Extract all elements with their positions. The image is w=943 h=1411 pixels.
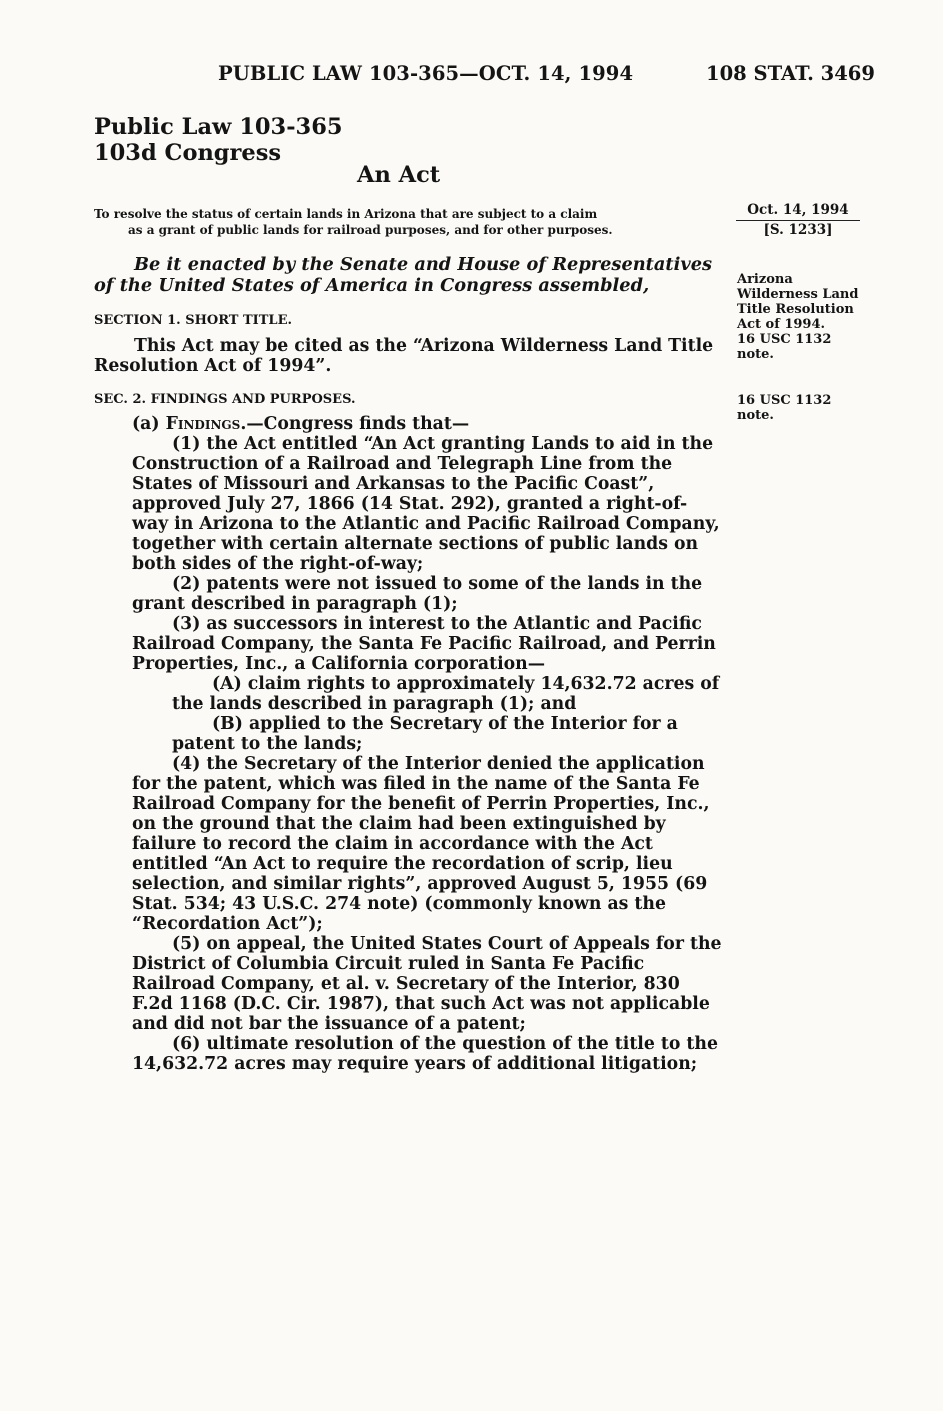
finding-2: (2) patents were not issued to some of the lands in the grant described in paragraph (1); — [132, 574, 703, 614]
long-title-line: To resolve the status of certain lands in Arizona that are subject to a claim — [94, 207, 598, 221]
enacting-clause: Be it enacted by the Senate and House of Representatives of the United States of America in Congress assembled, — [94, 254, 713, 296]
margin-note-line: 16 USC 1132 — [737, 393, 832, 408]
margin-note-line: note. — [737, 347, 774, 362]
margin-note-line: note. — [737, 408, 774, 423]
section-1-text: This Act may be cited as the “Arizona Wilderness Land Title Resolution Act of 1994”. — [94, 336, 714, 376]
finding-3: (3) as successors in interest to the Atlantic and Pacific Railroad Company, the Santa Fe Pacific Railroad, and Perrin Properties, Inc., a California corporation— — [132, 614, 716, 674]
margin-note-short-title — [737, 272, 867, 362]
finding-1: (1) the Act entitled “An Act granting Lands to aid in the Construction of a Railroad and Telegraph Line from the States of Missouri and Arkansas to the Pacific Coast”, approved July 27, 1866 (14 Stat. 292), granted a right-of-way in Arizona to the Atlantic and Pacific Railroad Company, together with certain alternate sections of public lands on both sides of the right-of-way; — [132, 434, 720, 574]
congress-number: 103d Congress — [94, 140, 282, 166]
public-law-number: Public Law 103-365 — [94, 114, 343, 140]
running-head: PUBLIC LAW 103-365—OCT. 14, 1994 — [218, 62, 634, 85]
section-2-heading: SEC. 2. FINDINGS AND PURPOSES. — [94, 392, 356, 407]
findings-body — [94, 414, 722, 1074]
statute-page-number: 108 STAT. 3469 — [706, 62, 875, 85]
margin-approval-date — [736, 202, 860, 238]
approval-date: Oct. 14, 1994 — [736, 202, 860, 221]
subsection-a-label: Findings — [165, 414, 241, 434]
long-title-line: as a grant of public lands for railroad purposes, and for other purposes. — [128, 223, 613, 237]
margin-note-line: Title Resolution — [737, 302, 854, 317]
finding-3a: (A) claim rights to approximately 14,632.72 acres of the lands described in paragraph (1); and — [172, 674, 720, 714]
subsection-a — [94, 414, 722, 434]
subsection-a-rest: .—Congress finds that— — [240, 414, 470, 434]
finding-3b: (B) applied to the Secretary of the Interior for a patent to the lands; — [172, 714, 678, 754]
margin-note-line: Act of 1994. — [737, 317, 826, 332]
bill-number: [S. 1233] — [763, 222, 833, 238]
margin-note-line: Wilderness Land — [737, 287, 859, 302]
finding-6: (6) ultimate resolution of the question of the title to the 14,632.72 acres may require years of additional litigation; — [132, 1034, 718, 1074]
act-label: An Act — [357, 162, 441, 188]
finding-5: (5) on appeal, the United States Court of Appeals for the District of Columbia Circuit ruled in Santa Fe Pacific Railroad Company, et al. v. Secretary of the Interior, 830 F.2d 1168 (D.C. Cir. 1987), that such Act was not applicable and did not bar the issuance of a patent; — [132, 934, 722, 1034]
finding-4: (4) the Secretary of the Interior denied the application for the patent, which was filed in the name of the Santa Fe Railroad Company for the benefit of Perrin Properties, Inc., on the ground that the claim had been extinguished by failure to record the claim in accordance with the Act entitled “An Act to require the recordation of scrip, lieu selection, and similar rights”, approved August 5, 1955 (69 Stat. 534; 43 U.S.C. 274 note) (commonly known as the “Recordation Act”); — [132, 754, 710, 934]
margin-note-line: Arizona — [737, 272, 793, 287]
long-title — [94, 206, 718, 238]
margin-note-line: 16 USC 1132 — [737, 332, 832, 347]
subsection-a-prefix: (a) — [132, 414, 166, 434]
section-1-heading: SECTION 1. SHORT TITLE. — [94, 313, 293, 328]
margin-note-findings — [737, 393, 867, 423]
